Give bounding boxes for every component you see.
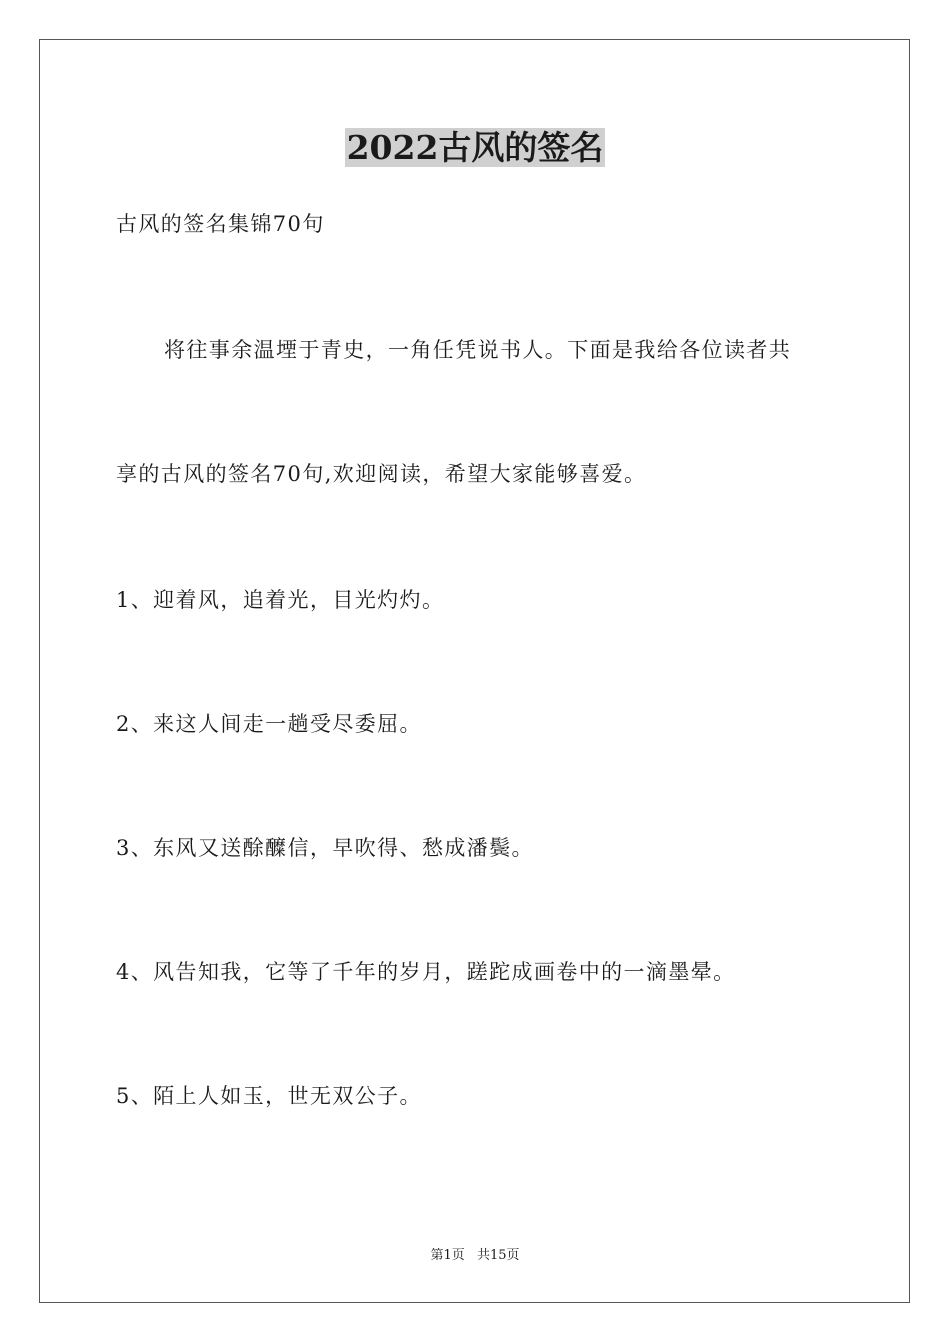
document-subtitle: 古风的签名集锦70句 xyxy=(116,212,325,236)
list-item-4: 4、风告知我，它等了千年的岁月，蹉跎成画卷中的一滴墨晕。 xyxy=(116,960,736,984)
document-title-text: 2022古风的签名 xyxy=(346,128,604,167)
list-item-5: 5、陌上人如玉，世无双公子。 xyxy=(116,1084,422,1108)
page-footer xyxy=(0,1247,950,1265)
page-number-current: 第1页 xyxy=(430,1248,465,1263)
intro-paragraph-line-1: 将往事余温堙于青史，一角任凭说书人。下面是我给各位读者共 xyxy=(164,338,792,362)
page-number-total: 共15页 xyxy=(476,1248,520,1263)
document-title xyxy=(0,126,950,170)
intro-paragraph-line-2: 享的古风的签名70句,欢迎阅读，希望大家能够喜爱。 xyxy=(116,462,647,486)
list-item-2: 2、来这人间走一趟受尽委屈。 xyxy=(116,712,422,736)
list-item-1: 1、迎着风，追着光，目光灼灼。 xyxy=(116,588,445,612)
list-item-3: 3、东风又送酴醾信，早吹得、愁成潘鬓。 xyxy=(116,836,534,860)
